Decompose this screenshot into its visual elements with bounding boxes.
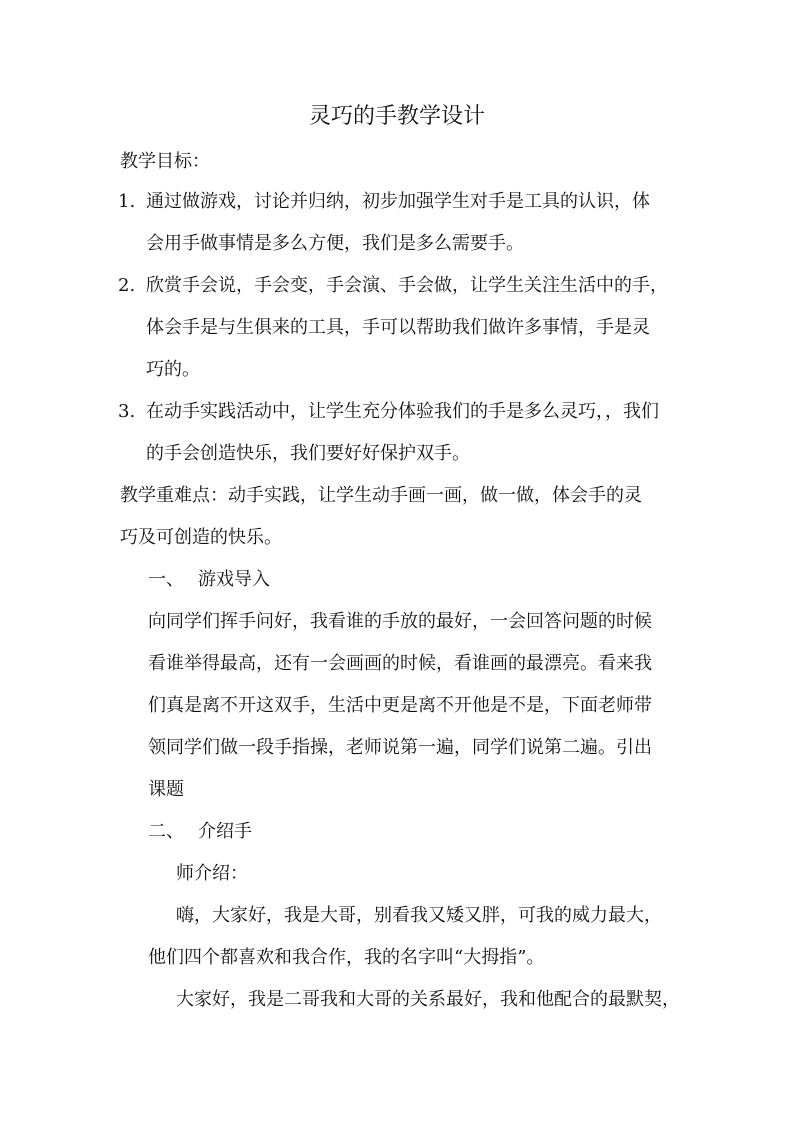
section-1-line-1: 向同学们挥手问好，我看谁的手放的最好，一会回答问题的时候 [148, 611, 652, 632]
section-2-number: 二、 [148, 821, 184, 842]
objectives-heading: 教学目标： [120, 151, 210, 172]
section-2-intro: 师介绍： [176, 863, 248, 884]
section-2-para-1-line-1: 嗨，大家好，我是大哥，别看我又矮又胖，可我的威力最大， [176, 905, 662, 926]
section-1-line-3: 们真是离不开这双手，生活中更是离不开他是不是，下面老师带 [148, 695, 652, 716]
objective-2-number: 2. [118, 275, 136, 296]
objective-1-line-1: 1. 通过做游戏，讨论并归纳，初步加强学生对手是工具的认识，体 [118, 191, 650, 212]
section-2-para-1-line-2: 他们四个都喜欢和我合作，我的名字叫“大拇指”。 [148, 947, 545, 968]
objective-3-number: 3. [118, 401, 136, 422]
section-1-line-2: 看谁举得最高，还有一会画画的时候，看谁画的最漂亮。看来我 [148, 653, 652, 674]
section-1-heading [148, 568, 270, 592]
document-title: 灵巧的手教学设计 [308, 104, 485, 129]
key-points-line-1: 教学重难点：动手实践，让学生动手画一画，做一做，体会手的灵 [120, 485, 642, 506]
section-2-para-2-line-1: 大家好，我是二哥我和大哥的关系最好，我和他配合的最默契， [176, 989, 680, 1010]
section-1-number: 一、 [148, 569, 184, 590]
objective-2-line-3: 巧的。 [146, 359, 200, 380]
objective-3-line-1: 3. 在动手实践活动中，让学生充分体验我们的手是多么灵巧，，我们 [118, 401, 659, 422]
section-2-heading [148, 820, 252, 844]
key-points-line-2: 巧及可创造的快乐。 [120, 527, 282, 548]
objective-2-line-1: 2. 欣赏手会说，手会变，手会演、手会做，让学生关注生活中的手， [118, 275, 668, 296]
section-2-title: 介绍手 [198, 821, 252, 842]
section-1-title: 游戏导入 [198, 569, 270, 590]
objective-1-line-2: 会用手做事情是多么方便，我们是多么需要手。 [146, 233, 524, 254]
objective-1-number: 1. [118, 191, 136, 212]
section-1-line-5: 课题 [148, 779, 184, 800]
section-1-line-4: 领同学们做一段手指操，老师说第一遍，同学们说第二遍。引出 [148, 737, 652, 758]
objective-3-line-2: 的手会创造快乐，我们要好好保护双手。 [146, 443, 470, 464]
objective-2-line-2: 体会手是与生俱来的工具，手可以帮助我们做许多事情，手是灵 [146, 317, 650, 338]
